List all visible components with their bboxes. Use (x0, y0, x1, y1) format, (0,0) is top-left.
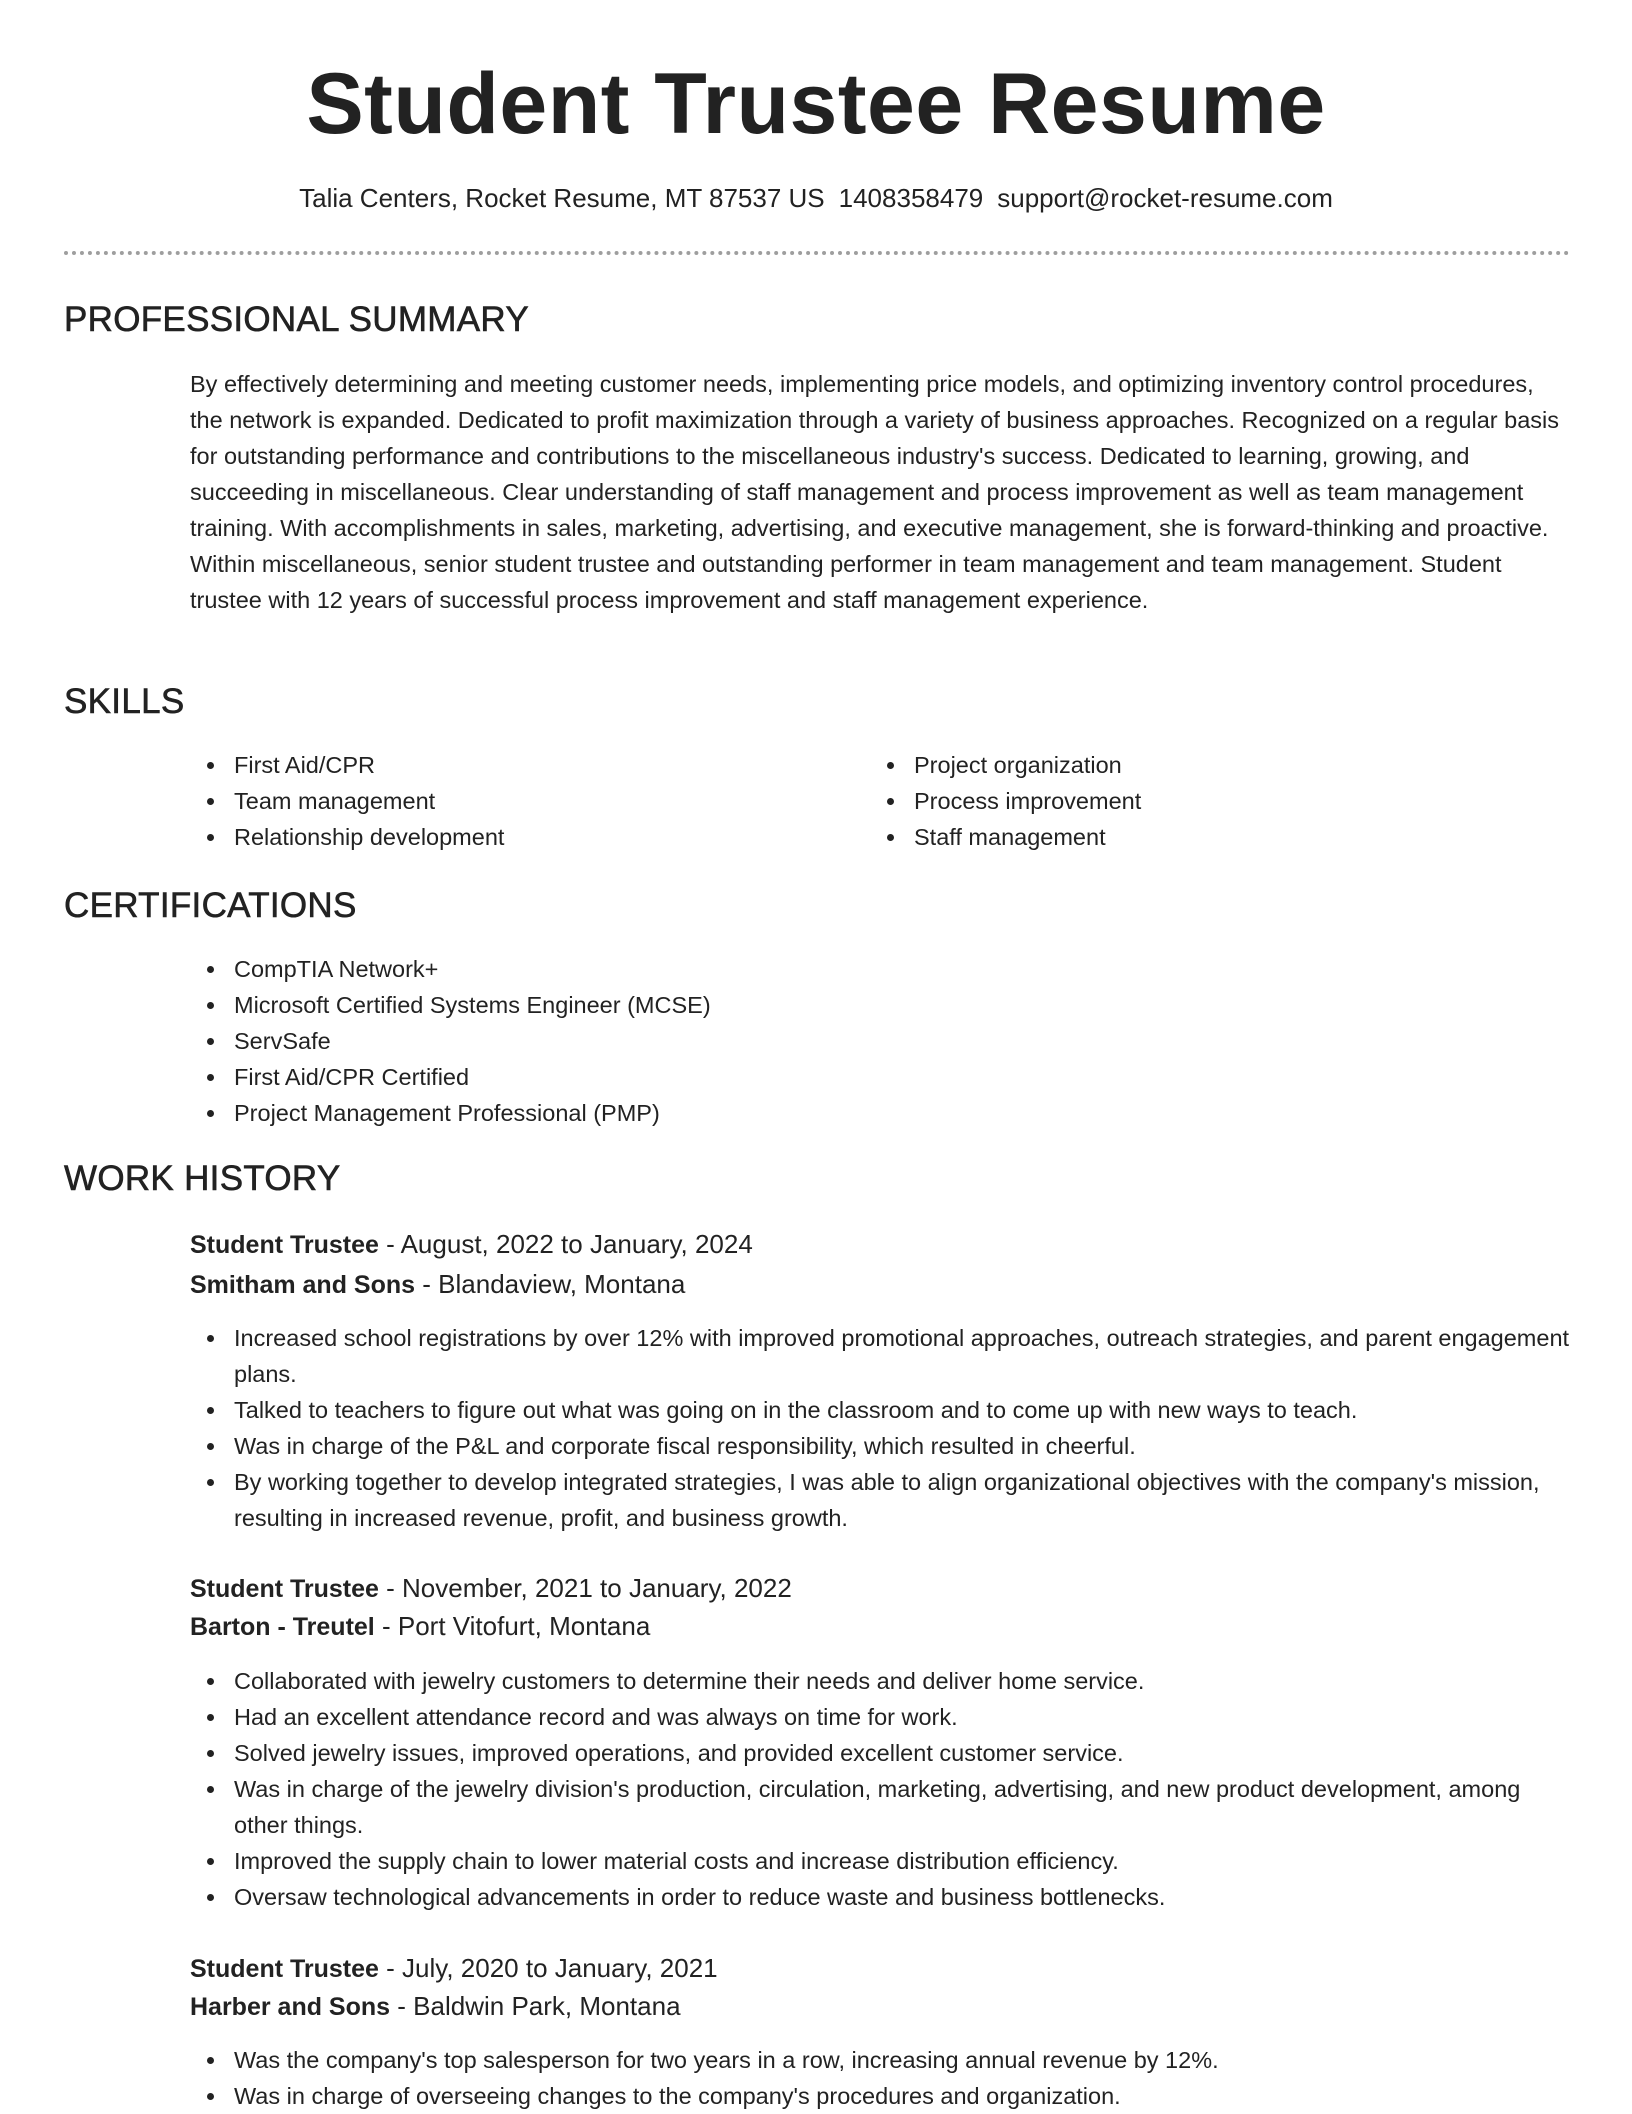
job-title: Student Trustee (190, 1955, 379, 1983)
job-company-line (190, 1265, 685, 1304)
list-item: Was in charge of the P&L and corporate fiscal responsibility, which resulted in cheerful. (190, 1428, 1570, 1464)
contact-phone: 1408358479 (838, 183, 984, 213)
list-item: CompTIA Network+ (190, 951, 1190, 987)
job-dates: - November, 2021 to January, 2022 (378, 1573, 792, 1603)
list-item: First Aid/CPR (190, 747, 830, 783)
job-bullets (190, 2042, 1570, 2114)
job-location: - Blandaview, Montana (415, 1269, 686, 1299)
job-company: Harber and Sons (190, 1993, 391, 2021)
section-heading-work-history: WORK HISTORY (64, 1159, 341, 1198)
list-item: By working together to develop integrated strategies, I was able to align organizational objectives with the company's mission, resulting in increased revenue, profit, and business growth. (190, 1464, 1570, 1536)
list-item: Had an excellent attendance record and was always on time for work. (190, 1699, 1570, 1735)
job-bullets (190, 1320, 1570, 1536)
job-dates: - July, 2020 to January, 2021 (378, 1953, 718, 1983)
job-company: Barton - Treutel (190, 1613, 375, 1641)
list-item: Was the company's top salesperson for two years in a row, increasing annual revenue by 12%. (190, 2042, 1570, 2078)
section-heading-certifications: CERTIFICATIONS (64, 886, 357, 925)
job-title-line (190, 1949, 718, 1988)
list-item: Improved the supply chain to lower material costs and increase distribution efficiency. (190, 1843, 1570, 1879)
contact-address: Talia Centers, Rocket Resume, MT 87537 US (299, 183, 825, 213)
list-item: First Aid/CPR Certified (190, 1059, 1190, 1095)
list-item: Oversaw technological advancements in order to reduce waste and business bottlenecks. (190, 1879, 1570, 1915)
resume-title: Student Trustee Resume (306, 56, 1326, 152)
list-item: Microsoft Certified Systems Engineer (MCSE) (190, 987, 1190, 1023)
list-item: Staff management (870, 819, 1510, 855)
job-location: - Port Vitofurt, Montana (374, 1611, 651, 1641)
contact-email: support@rocket-resume.com (997, 183, 1333, 213)
header-divider (64, 251, 1570, 255)
list-item: Was in charge of overseeing changes to the company's procedures and organization. (190, 2078, 1570, 2114)
job-company-line (190, 1607, 650, 1646)
job-location: - Baldwin Park, Montana (390, 1991, 681, 2021)
section-heading-summary: PROFESSIONAL SUMMARY (64, 300, 529, 339)
summary-text: By effectively determining and meeting customer needs, implementing price models, and optimizing inventory control procedures, the network is expanded. Dedicated to profit maximization through a variety of business approaches. Recognized on a regular basis for outstanding performance and contributions to the miscellaneous industry's success. Dedicated to learning, growing, and succeeding in miscellaneous. Clear understanding of staff management and process improvement as well as team management training. With accomplishments in sales, marketing, advertising, and executive management, she is forward-thinking and proactive. Within miscellaneous, senior student trustee and outstanding performer in team management and team management. Student trustee with 12 years of successful process improvement and staff management experience. (190, 371, 1560, 613)
list-item: Process improvement (870, 783, 1510, 819)
job-bullets (190, 1663, 1570, 1915)
list-item: Project Management Professional (PMP) (190, 1095, 1190, 1131)
list-item: Project organization (870, 747, 1510, 783)
job-title-line (190, 1225, 753, 1264)
list-item: Collaborated with jewelry customers to determine their needs and deliver home service. (190, 1663, 1570, 1699)
list-item: Talked to teachers to figure out what was going on in the classroom and to come up with new ways to teach. (190, 1392, 1570, 1428)
job-dates: - August, 2022 to January, 2024 (378, 1229, 753, 1259)
contact-line (0, 180, 1632, 216)
list-item: Relationship development (190, 819, 830, 855)
job-title-line (190, 1569, 792, 1608)
job-company-line (190, 1987, 681, 2026)
job-company: Smitham and Sons (190, 1271, 416, 1299)
list-item: Solved jewelry issues, improved operations, and provided excellent customer service. (190, 1735, 1570, 1771)
job-title: Student Trustee (190, 1231, 379, 1259)
list-item: Increased school registrations by over 12% with improved promotional approaches, outreach strategies, and parent engagement plans. (190, 1320, 1570, 1392)
skills-list-right (870, 747, 1510, 855)
skills-list-left (190, 747, 830, 855)
section-heading-skills: SKILLS (64, 682, 185, 721)
list-item: Was in charge of the jewelry division's production, circulation, marketing, advertising, and new product development, among other things. (190, 1771, 1570, 1843)
list-item: ServSafe (190, 1023, 1190, 1059)
certifications-list (190, 951, 1190, 1131)
list-item: Team management (190, 783, 830, 819)
job-title: Student Trustee (190, 1575, 379, 1603)
